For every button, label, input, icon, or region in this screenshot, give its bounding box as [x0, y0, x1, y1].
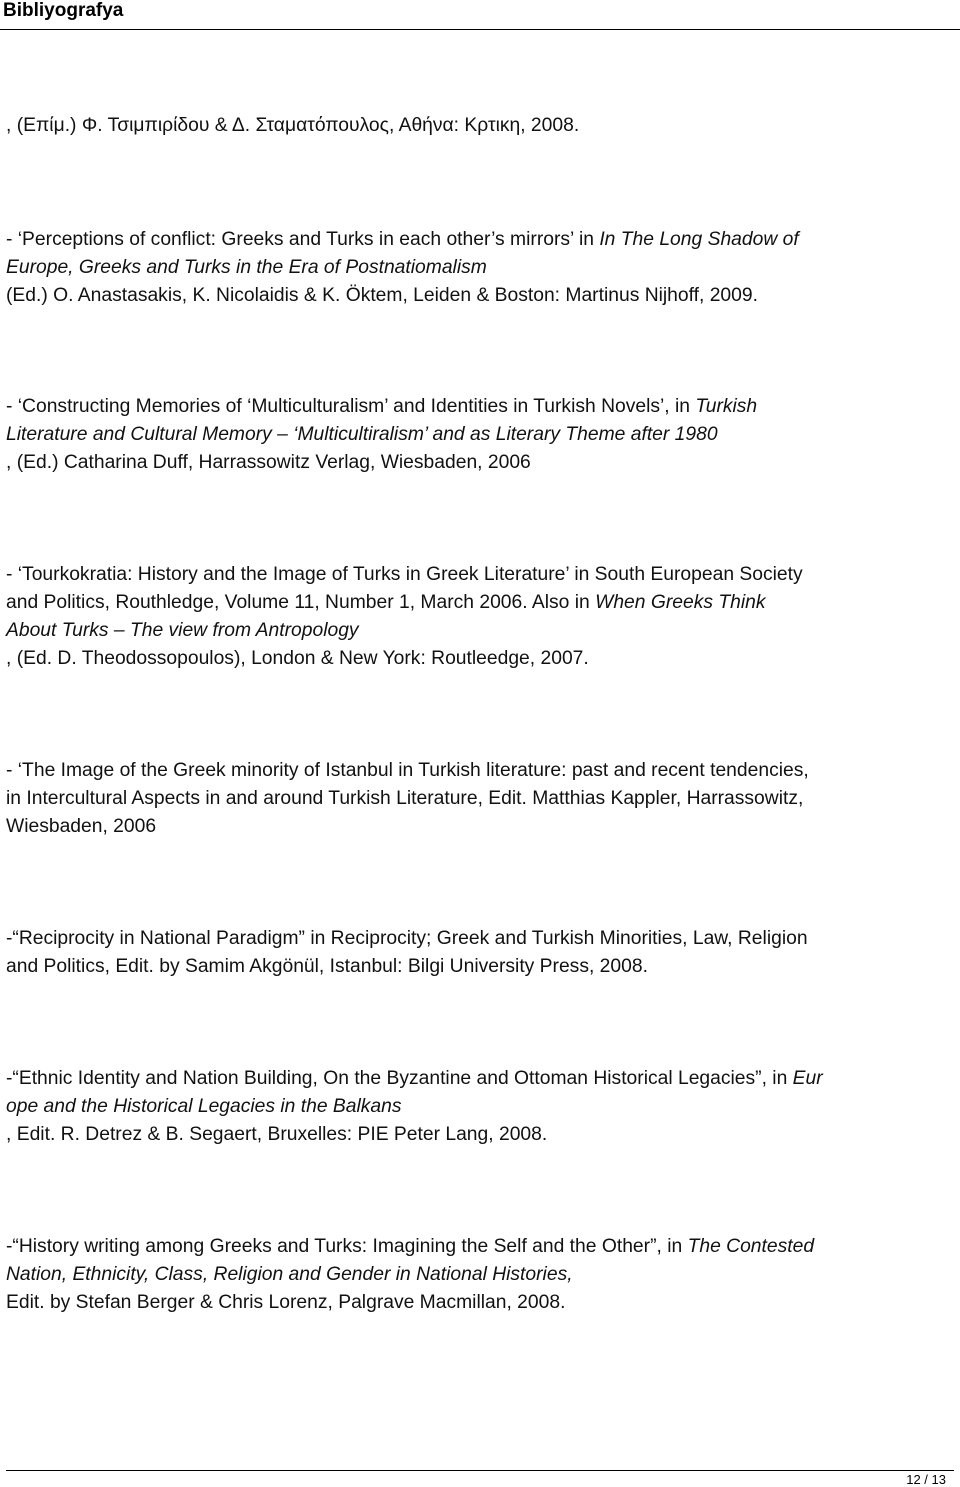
- citation-text: - ‘Perceptions of conflict: Greeks and Turks in each other’s mirrors’ in: [6, 229, 600, 250]
- citation-text: and Politics, Routhledge, Volume 11, Number 1, March 2006. Also in: [6, 592, 596, 613]
- italic-title-text: In The Long Shadow of: [599, 229, 799, 250]
- italic-title-text: When Greeks Think: [595, 592, 766, 613]
- entry-line: [6, 1261, 954, 1289]
- italic-title-text: Literature and Cultural Memory – ‘Multicultiralism’ and as Literary Theme after 1980: [6, 424, 718, 445]
- entry-line: [6, 1093, 954, 1121]
- citation-text: - ‘Constructing Memories of ‘Multiculturalism’ and Identities in Turkish Novels’, in: [6, 396, 696, 417]
- entry-line: [6, 617, 954, 645]
- bibliography-entry: [6, 393, 954, 477]
- entry-line: [6, 449, 954, 477]
- italic-title-text: Eur: [792, 1068, 823, 1089]
- footer-divider: [6, 1470, 954, 1471]
- italic-title-text: ope and the Historical Legacies in the Balkans: [6, 1096, 402, 1117]
- citation-text: , Edit. R. Detrez & B. Segaert, Bruxelles: PIE Peter Lang, 2008.: [6, 1124, 548, 1145]
- entry-line: [6, 1121, 954, 1149]
- italic-title-text: About Turks – The view from Antropology: [6, 620, 359, 641]
- citation-text: -“History writing among Greeks and Turks: Imagining the Self and the Other”, in: [6, 1236, 688, 1257]
- citation-text: in Intercultural Aspects in and around Turkish Literature, Edit. Matthias Kappler, Harrassowitz,: [6, 788, 804, 809]
- page-number: 12 / 13: [906, 1472, 946, 1487]
- italic-title-text: Europe, Greeks and Turks in the Era of Postnatiomalism: [6, 257, 487, 278]
- citation-text: and Politics, Edit. by Samim Akgönül, Istanbul: Bilgi University Press, 2008.: [6, 956, 648, 977]
- italic-title-text: The Contested: [687, 1236, 815, 1257]
- bibliography-entry: [6, 1065, 954, 1149]
- citation-text: (Ed.) O. Anastasakis, K. Nicolaidis & K. Öktem, Leiden & Boston: Martinus Nijhoff, 2009.: [6, 285, 758, 306]
- entry-line: [6, 393, 954, 421]
- citation-text: - ‘Tourkokratia: History and the Image of Turks in Greek Literature’ in South European Society: [6, 564, 803, 585]
- entry-line: [6, 757, 954, 785]
- citation-text: -“Reciprocity in National Paradigm” in Reciprocity; Greek and Turkish Minorities, Law, Religion: [6, 928, 808, 949]
- bibliography-entry: [6, 226, 954, 310]
- entry-line: [6, 1065, 954, 1093]
- header-title: Bibliyografya: [3, 0, 124, 21]
- citation-text: - ‘The Image of the Greek minority of Istanbul in Turkish literature: past and recent tendencies,: [6, 760, 809, 781]
- entry-line: [6, 421, 954, 449]
- entry-line: [6, 282, 954, 310]
- italic-title-text: Turkish: [695, 396, 758, 417]
- citation-text: , (Επίμ.) Φ. Τσιμπιρίδου & Δ. Σταματόπουλος, Αθήνα: Κρτικη, 2008.: [6, 115, 580, 136]
- bibliography-entry: [6, 112, 954, 140]
- entry-line: [6, 1289, 954, 1317]
- entry-line: [6, 785, 954, 813]
- citation-text: , (Ed.) Catharina Duff, Harrassowitz Verlag, Wiesbaden, 2006: [6, 452, 531, 473]
- citation-text: , (Ed. D. Theodossopoulos), London & New York: Routleedge, 2007.: [6, 648, 589, 669]
- entry-line: [6, 925, 954, 953]
- bibliography-entry: [6, 1233, 954, 1317]
- entry-line: [6, 254, 954, 282]
- entry-line: [6, 953, 954, 981]
- citation-text: Edit. by Stefan Berger & Chris Lorenz, Palgrave Macmillan, 2008.: [6, 1292, 566, 1313]
- entry-line: [6, 1233, 954, 1261]
- italic-title-text: Nation, Ethnicity, Class, Religion and Gender in National Histories,: [6, 1264, 573, 1285]
- entry-line: [6, 813, 954, 841]
- entry-line: [6, 589, 954, 617]
- page-header: [0, 0, 960, 30]
- bibliography-entry: [6, 561, 954, 673]
- entry-line: [6, 112, 954, 140]
- citation-text: Wiesbaden, 2006: [6, 816, 157, 837]
- bibliography-entry: [6, 757, 954, 841]
- citation-text: -“Ethnic Identity and Nation Building, On the Byzantine and Ottoman Historical Legacies”, in: [6, 1068, 793, 1089]
- entry-line: [6, 226, 954, 254]
- bibliography-entry: [6, 925, 954, 981]
- entry-line: [6, 645, 954, 673]
- entry-line: [6, 561, 954, 589]
